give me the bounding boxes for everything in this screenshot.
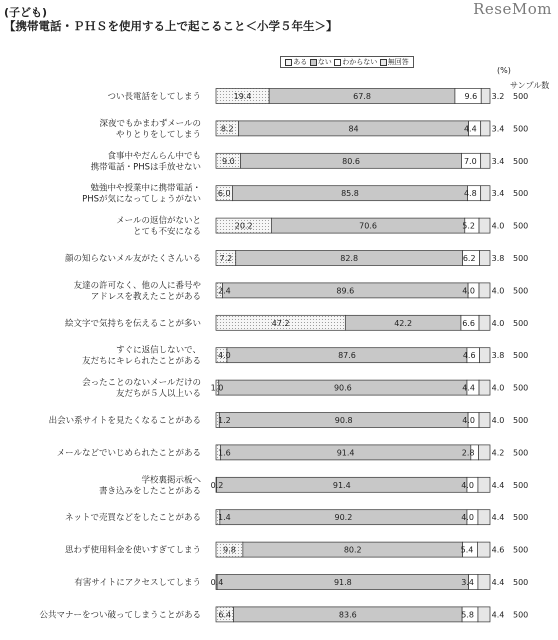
data-label-9-4: 3.8	[491, 351, 505, 361]
site-logo: ReseMom	[473, 0, 552, 18]
category-label-6: 顔の知らないメル友がたくさんいる	[64, 254, 201, 264]
category-label-2-line-2: やりとりをしてしまう	[115, 129, 201, 140]
data-label-8-3: 6.6	[462, 318, 476, 328]
data-label-17-2: 83.6	[338, 610, 357, 620]
category-label-4-line-1: 勉強中や授業中に携帯電話・	[90, 183, 201, 194]
data-label-15-2: 80.2	[343, 545, 362, 555]
bar-segment-14-4	[478, 510, 490, 525]
data-label-7-4: 4.0	[491, 286, 505, 296]
data-label-6-3: 6.2	[462, 254, 476, 263]
data-label-1-4: 3.2	[491, 92, 505, 101]
bar-segment-10-4	[479, 380, 490, 395]
sample-size-header: サンプル数	[510, 81, 550, 90]
legend-label-1: ある	[293, 58, 308, 66]
data-label-7-3: 4.0	[462, 286, 476, 296]
data-label-5-4: 4.0	[491, 221, 505, 231]
sample-size-7: 500	[513, 286, 529, 296]
data-label-14-1: 1.4	[218, 513, 231, 523]
data-label-9-3: 4.6	[462, 351, 476, 361]
data-label-9-1: 4.0	[218, 351, 231, 361]
sample-size-11: 500	[513, 416, 529, 425]
category-label-5-line-2: とても不安になる	[132, 227, 201, 238]
data-label-11-3: 4.0	[462, 416, 476, 425]
data-label-1-1: 19.4	[233, 92, 252, 101]
chart-title: 【携帯電話・ＰＨＳを使用する上で起こること＜小学５年生＞】	[4, 19, 338, 33]
data-label-14-4: 4.4	[491, 513, 505, 523]
bar-segment-4-4	[481, 186, 490, 201]
category-label-9-line-2: 友だちにキレられたことがある	[82, 356, 201, 367]
bar-segment-17-4	[478, 607, 490, 622]
category-label-9-line-1: すぐに返信しないで、	[116, 345, 201, 356]
bar-segment-8-4	[479, 315, 490, 330]
data-label-13-3: 4.0	[461, 480, 474, 490]
data-label-14-2: 90.2	[334, 513, 353, 523]
category-label-2-line-1: 深夜でもかまわずメールの	[99, 118, 201, 129]
category-label-10-line-2: 友だちが５人以上いる	[115, 389, 201, 400]
data-label-2-3: 4.4	[463, 124, 477, 134]
data-label-9-2: 87.6	[338, 351, 356, 361]
category-label-5-line-1: メールの返信がないと	[116, 216, 201, 227]
category-label-14: ネットで売買などをしたことがある	[64, 513, 201, 524]
sample-size-6: 500	[513, 254, 529, 263]
data-label-10-4: 4.0	[491, 383, 505, 393]
bar-segment-6-4	[480, 251, 490, 266]
data-label-2-4: 3.4	[491, 124, 505, 134]
data-label-4-2: 85.8	[341, 189, 359, 199]
bar-segment-5-4	[479, 218, 490, 233]
category-label-3-line-1: 食事中やだんらん中でも	[107, 151, 201, 162]
data-label-5-1: 20.2	[234, 221, 253, 231]
data-label-3-4: 3.4	[491, 156, 505, 166]
data-label-8-4: 4.0	[491, 318, 505, 328]
data-label-7-1: 2.4	[218, 286, 231, 296]
data-label-8-2: 42.2	[394, 318, 413, 328]
data-label-4-3: 4.8	[463, 189, 477, 199]
data-label-2-2: 84	[348, 124, 359, 134]
bar-segment-9-4	[480, 348, 490, 363]
chart-subtitle: (子ども)	[4, 6, 48, 19]
sample-size-15: 500	[513, 545, 529, 555]
bar-segment-7-4	[479, 283, 490, 298]
sample-size-12: 500	[513, 448, 529, 458]
data-label-8-1: 47.2	[271, 318, 290, 328]
data-label-10-2: 90.6	[333, 383, 352, 393]
data-label-13-4: 4.4	[491, 480, 505, 490]
data-label-6-1: 7.2	[219, 254, 233, 263]
data-label-16-4: 4.4	[491, 578, 505, 587]
category-label-13-line-1: 学校裏掲示板へ	[141, 475, 201, 486]
category-label-7-line-2: アドレスを教えたことがある	[90, 291, 201, 302]
data-label-1-2: 67.8	[353, 92, 371, 101]
category-label-10-line-1: 会ったことのないメールだけの	[82, 378, 201, 389]
data-label-15-3: 5.4	[460, 545, 474, 555]
data-label-13-1: 0.2	[210, 480, 224, 490]
data-label-12-4: 4.2	[491, 448, 505, 458]
data-label-17-4: 4.4	[491, 610, 505, 620]
data-label-10-1: 1.0	[210, 383, 224, 393]
category-label-7-line-1: 友達の許可なく、他の人に番号や	[73, 280, 201, 291]
data-label-7-2: 89.6	[336, 286, 355, 296]
bar-segment-12-4	[478, 445, 490, 460]
sample-size-4: 500	[513, 189, 529, 199]
data-label-3-1: 9.0	[221, 156, 235, 166]
category-label-4-line-2: PHSが気になってしょうがない	[82, 194, 201, 205]
data-label-3-3: 7.0	[463, 156, 477, 166]
data-label-6-2: 82.8	[340, 254, 359, 263]
data-label-17-1: 6.4	[218, 610, 232, 620]
bar-segment-13-4	[478, 477, 490, 492]
sample-size-13: 500	[513, 480, 529, 490]
data-label-16-3: 3.4	[461, 578, 474, 587]
sample-size-9: 500	[513, 351, 529, 361]
category-label-13-line-2: 書き込みをしたことがある	[98, 486, 201, 497]
sample-size-8: 500	[513, 318, 529, 328]
sample-size-14: 500	[513, 513, 529, 523]
data-label-14-3: 4.0	[461, 513, 474, 523]
percent-unit-label: (%)	[497, 66, 511, 75]
sample-size-5: 500	[513, 221, 529, 231]
data-label-11-1: 1.2	[218, 416, 231, 425]
legend-label-4: 無回答	[387, 58, 409, 66]
legend-label-3: わからない	[342, 58, 378, 66]
category-label-17: 公共マナーをつい破ってしまうことがある	[39, 610, 201, 621]
data-label-5-3: 5.2	[462, 221, 476, 231]
data-label-5-2: 70.6	[359, 221, 377, 231]
data-label-4-1: 6.0	[217, 189, 231, 199]
sample-size-10: 500	[513, 383, 529, 393]
sample-size-16: 500	[513, 578, 529, 587]
category-label-3-line-2: 携帯電話・PHSは手放せない	[90, 162, 201, 173]
data-label-6-4: 3.8	[491, 254, 505, 263]
category-label-15: 思わず使用料金を使いすぎてしまう	[64, 545, 201, 556]
bar-segment-3-4	[481, 153, 490, 168]
sample-size-2: 500	[513, 124, 529, 134]
sample-size-3: 500	[513, 156, 529, 166]
sample-size-1: 500	[513, 92, 529, 101]
legend-label-2: ない	[317, 58, 332, 66]
data-label-16-1: 0.4	[210, 578, 224, 587]
category-label-16: 有害サイトにアクセスしてしまう	[74, 578, 201, 588]
sample-size-17: 500	[513, 610, 529, 620]
bar-segment-11-4	[479, 413, 490, 428]
category-label-12: メールなどでいじめられたことがある	[56, 448, 201, 459]
bar-segment-16-4	[478, 575, 490, 590]
data-label-15-4: 4.6	[491, 545, 505, 555]
data-label-15-1: 9.8	[223, 545, 236, 555]
category-label-11: 出会い系サイトを見たくなることがある	[48, 416, 201, 426]
data-label-3-2: 80.6	[342, 156, 360, 166]
category-label-1: つい長電話をしてしまう	[107, 92, 201, 102]
data-label-17-3: 5.8	[461, 610, 474, 620]
data-label-16-2: 91.8	[333, 578, 352, 587]
data-label-12-3: 2.8	[461, 448, 475, 458]
data-label-1-3: 9.6	[464, 92, 478, 101]
bar-segment-15-4	[477, 542, 490, 557]
data-label-12-2: 91.4	[336, 448, 355, 458]
data-label-2-1: 8.2	[220, 124, 234, 134]
bar-segment-2-4	[481, 121, 490, 136]
data-label-11-2: 90.8	[334, 416, 353, 425]
data-label-12-1: 1.6	[218, 448, 231, 458]
data-label-13-2: 91.4	[332, 480, 351, 490]
data-label-10-3: 4.4	[462, 383, 476, 393]
data-label-4-4: 3.4	[491, 189, 505, 199]
bar-segment-1-4	[481, 89, 490, 104]
data-label-11-4: 4.0	[491, 416, 505, 425]
category-label-8: 絵文字で気持ちを伝えることが多い	[64, 318, 201, 329]
